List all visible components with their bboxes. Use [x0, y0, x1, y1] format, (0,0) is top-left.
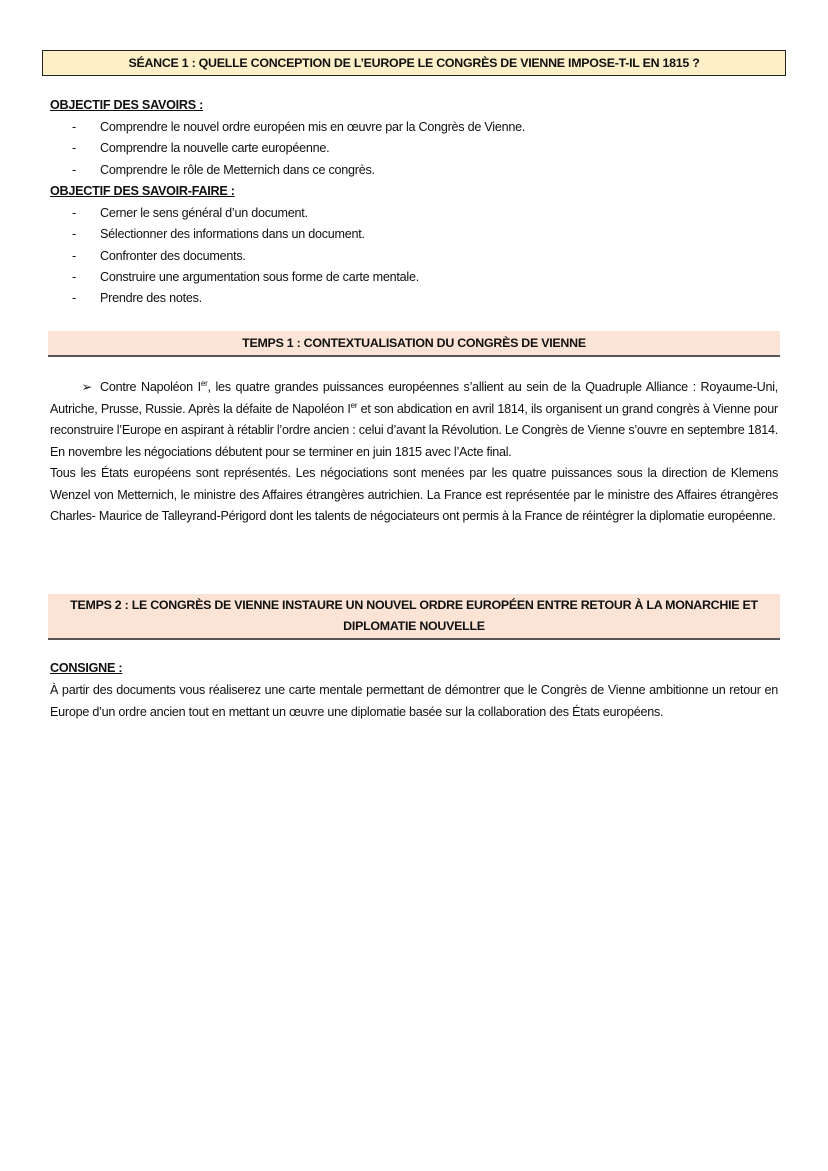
item-text: Comprendre le rôle de Metternich dans ce congrès. — [100, 162, 375, 177]
item-text: Confronter des documents. — [100, 248, 246, 263]
list-item: - Sélectionner des informations dans un document. — [72, 227, 365, 242]
list-item: - Cerner le sens général d’un document. — [72, 206, 308, 220]
savoir-faire-list — [72, 203, 419, 309]
list-item: - Comprendre le nouvel ordre européen mis en œuvre par la Congrès de Vienne. — [72, 120, 526, 134]
consigne-text: À partir des documents vous réaliserez une carte mentale permettant de démontrer que le Congrès de Vienne ambitionne un retour en Europe d’un ordre ancien tout en mettant un œuvre une diplomatie basée sur la collaboration des États européens. — [50, 683, 778, 719]
item-text: Cerner le sens général d’un document. — [100, 206, 308, 220]
text: Contre Napoléon I — [100, 380, 201, 394]
page-title: SÉANCE 1 : QUELLE CONCEPTION DE L’EUROPE LE CONGRÈS DE VIENNE IMPOSE-T-IL EN 1815 ? — [42, 50, 786, 76]
paragraph: Tous les États européens sont représentés. Les négociations sont menées par les quatre puissances sous la direction de Klemens Wenzel von Metternich, le ministre des Affaires étrangères autrichien. La France est représentée par le ministre des Affaires étrangères Charles- Maurice de Talleyrand-Périgord dont les talents de négociateurs ont permis à la France de réintégrer la diplomatie européenne. — [50, 466, 778, 523]
list-item: - Comprendre le rôle de Metternich dans ce congrès. — [72, 162, 375, 177]
text: , les quatre grandes puissances européennes s’allient au sein de la Quadruple Alliance : Royaume-Uni, Autriche, Prusse, Russie. Après la défaite de Napoléon I — [50, 380, 779, 416]
item-text: Comprendre la nouvelle carte européenne. — [100, 141, 330, 156]
list-item: - Confronter des documents. — [72, 248, 246, 263]
temps1-text — [50, 377, 778, 528]
list-item: - Comprendre la nouvelle carte européenne. — [72, 141, 330, 156]
consigne-heading: CONSIGNE : — [50, 661, 123, 675]
list-item: - Construire une argumentation sous forme de carte mentale. — [72, 269, 419, 284]
item-text: Comprendre le nouvel ordre européen mis en œuvre par la Congrès de Vienne. — [100, 120, 526, 134]
arrow-bullet-icon: ➢ — [81, 380, 92, 394]
savoir-faire-heading: OBJECTIF DES SAVOIR-FAIRE : — [50, 184, 235, 198]
temps2-heading: TEMPS 2 : LE CONGRÈS DE VIENNE INSTAURE UN NOUVEL ORDRE EUROPÉEN ENTRE RETOUR À LA MONARCHIE ET DIPLOMATIE NOUVELLE — [48, 594, 780, 640]
savoirs-list — [72, 117, 525, 181]
paragraph — [50, 377, 778, 463]
list-item: - Prendre des notes. — [72, 291, 202, 306]
savoirs-heading: OBJECTIF DES SAVOIRS : — [50, 98, 204, 112]
item-text: Construire une argumentation sous forme de carte mentale. — [100, 269, 419, 284]
item-text: Sélectionner des informations dans un document. — [100, 227, 365, 242]
temps1-heading: TEMPS 1 : CONTEXTUALISATION DU CONGRÈS DE VIENNE — [48, 331, 780, 357]
superscript: er — [200, 378, 208, 388]
superscript: er — [350, 400, 358, 410]
text: et son abdication en avril 1814, ils organisent un grand congrès à Vienne pour reconstruire l’Europe en aspirant à rétablir l’ordre ancien : celui d’avant la Révolution. Le Congrès de Vienne s’ouvre en septembre 1814. En novembre les négociations débutent pour se terminer en juin 1815 avec l’Acte final. — [50, 401, 778, 459]
item-text: Prendre des notes. — [100, 291, 202, 306]
